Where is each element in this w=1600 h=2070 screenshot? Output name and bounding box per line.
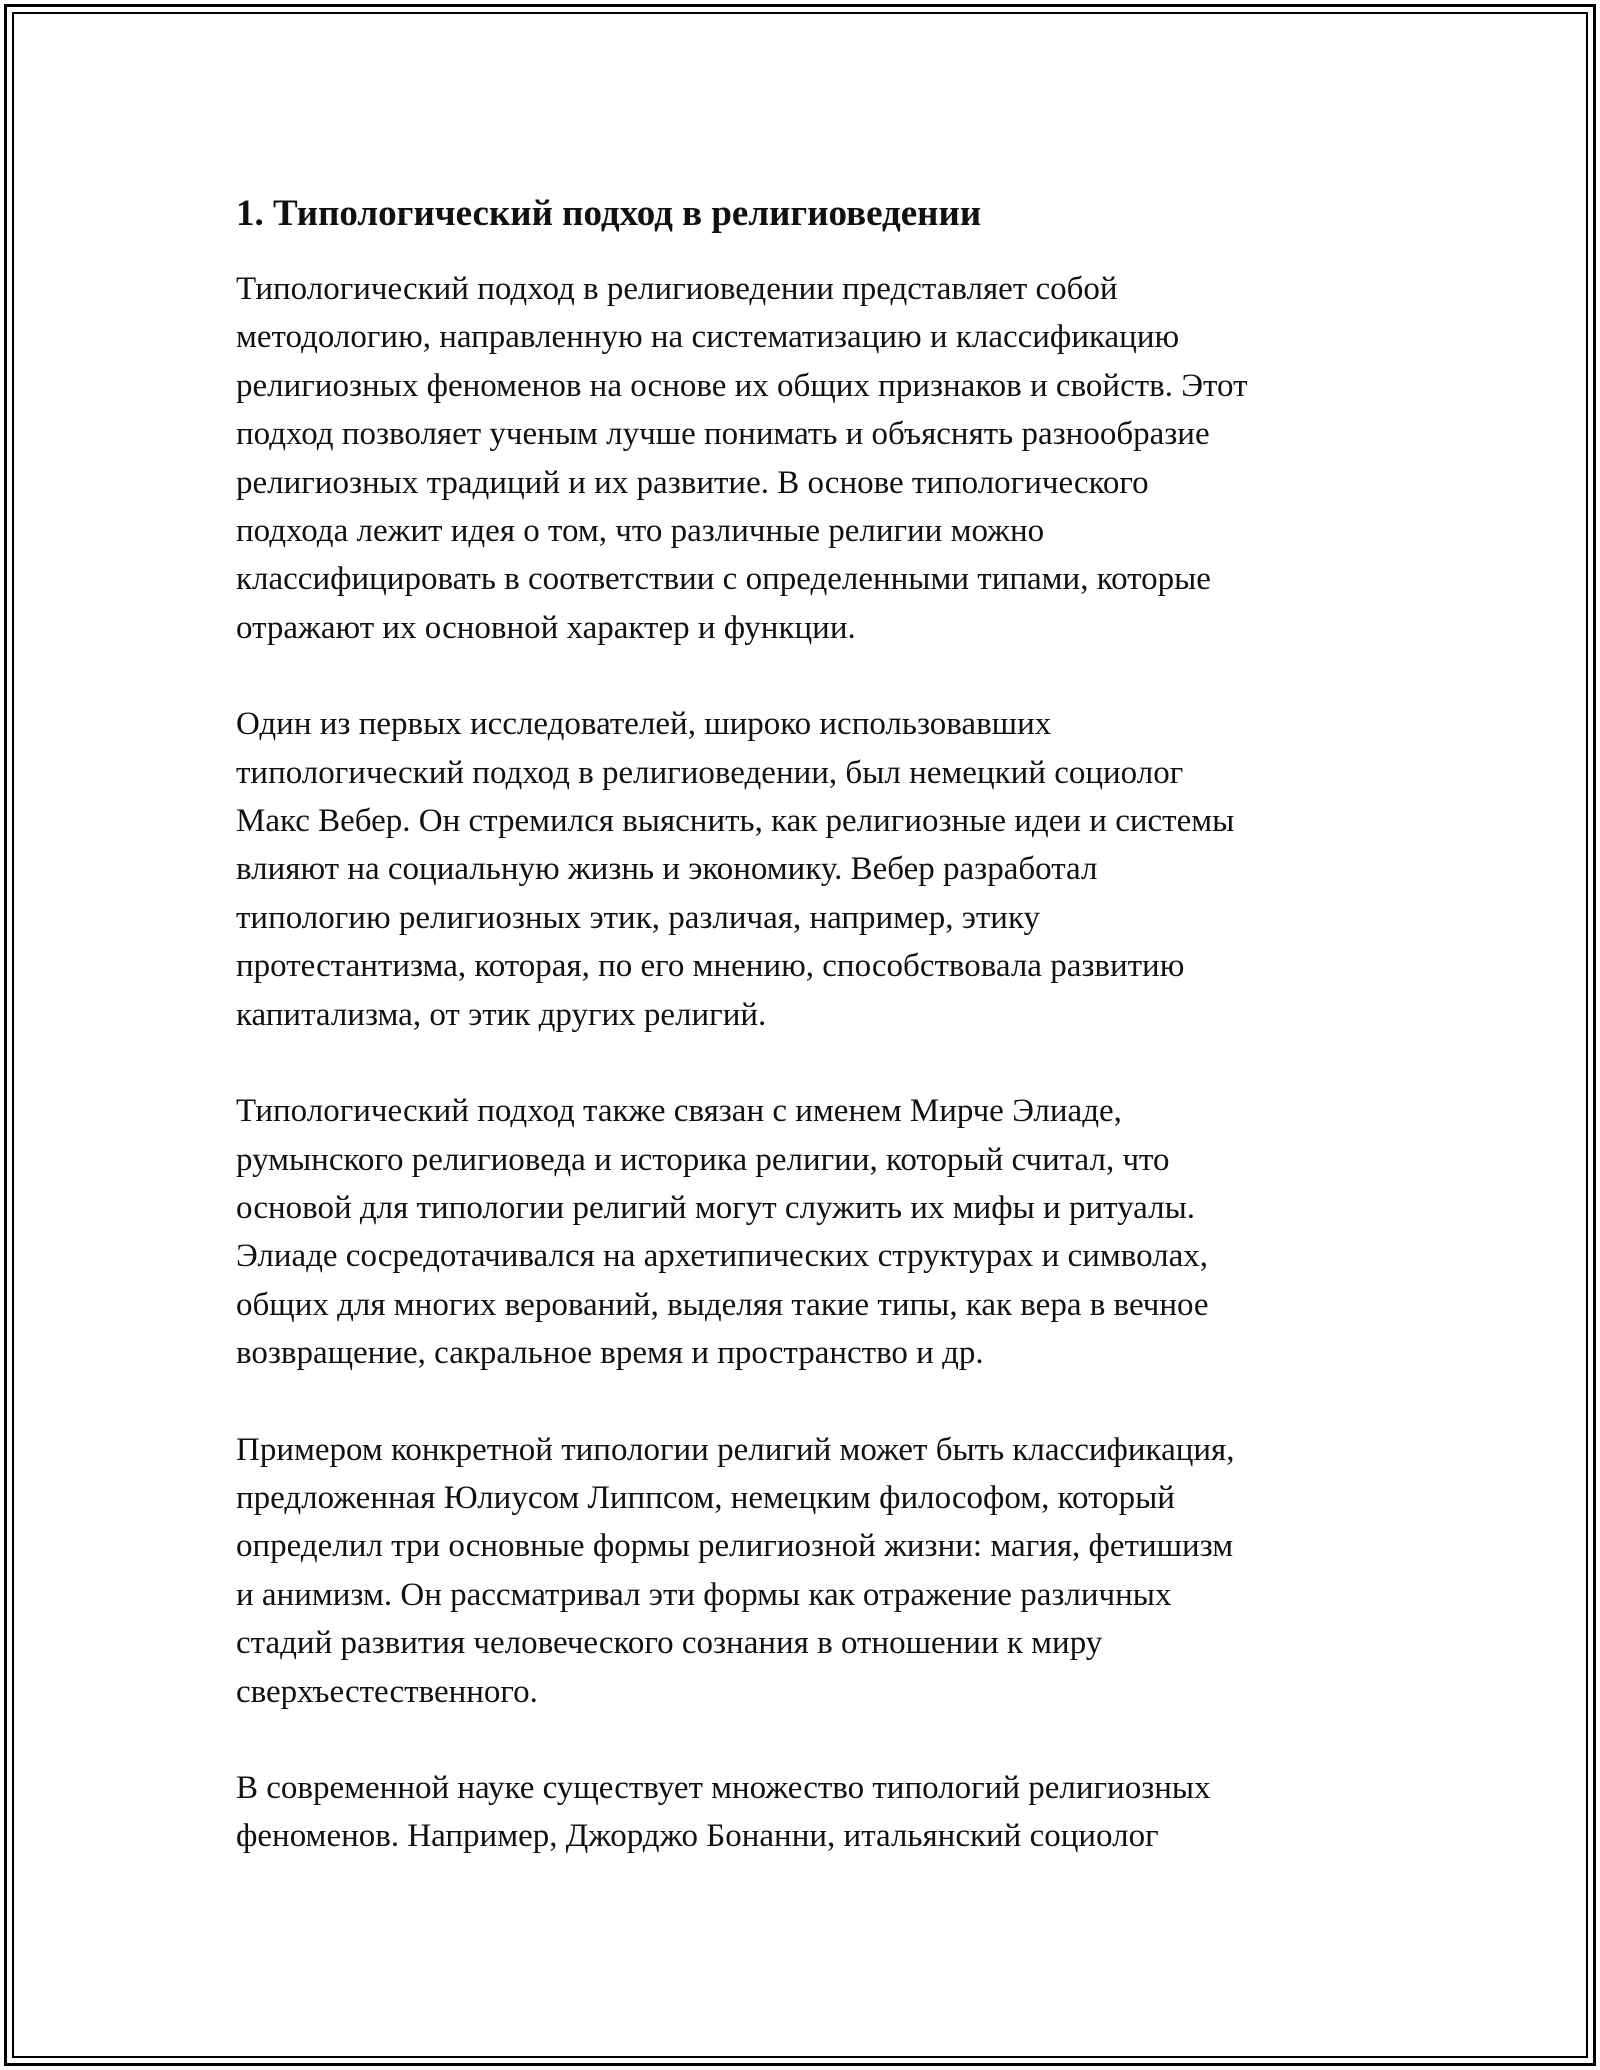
paragraph-4 <box>236 1426 1386 1716</box>
text-line: отражают их основной характер и функции. <box>236 609 856 646</box>
paragraph-5 <box>236 1764 1386 1861</box>
text-line: сверхъестественного. <box>236 1673 538 1710</box>
text-line: типологию религиозных этик, различая, например, этику <box>236 899 1041 936</box>
text-line: определил три основные формы религиозной жизни: магия, фетишизм <box>236 1528 1234 1565</box>
text-line: Примером конкретной типологии религий может быть классификация, <box>236 1431 1235 1468</box>
text-line: основой для типологии религий могут служить их мифы и ритуалы. <box>236 1189 1195 1226</box>
text-line: методологию, направленную на систематизацию и классификацию <box>236 319 1180 356</box>
text-line: Один из первых исследователей, широко использовавших <box>236 706 1052 743</box>
text-line: румынского религиоведа и историка религии, который считал, что <box>236 1141 1170 1178</box>
paragraph-3 <box>236 1087 1386 1377</box>
text-line: В современной науке существует множество типологий религиозных <box>236 1769 1211 1806</box>
text-line: и анимизм. Он рассматривал эти формы как отражение различных <box>236 1576 1172 1613</box>
text-line: Типологический подход в религиоведении представляет собой <box>236 271 1118 307</box>
text-line: общих для многих верований, выделяя такие типы, как вера в вечное <box>236 1286 1209 1323</box>
text-line: религиозных феноменов на основе их общих признаков и свойств. Этот <box>236 367 1248 404</box>
text-line: возвращение, сакральное время и пространство и др. <box>236 1335 984 1372</box>
text-line: феноменов. Например, Джорджо Бонанни, итальянский социолог <box>236 1818 1159 1855</box>
text-line: Типологический подход также связан с именем Мирче Элиаде, <box>236 1093 1122 1130</box>
paragraph-2 <box>236 700 1386 1039</box>
text-line: религиозных традиций и их развитие. В основе типологического <box>236 464 1149 501</box>
text-line: Макс Вебер. Он стремился выяснить, как религиозные идеи и системы <box>236 803 1235 840</box>
paragraph-1 <box>236 265 1386 652</box>
document-body <box>236 186 1386 1909</box>
text-line: подход позволяет ученым лучше понимать и объяснять разнообразие <box>236 416 1210 453</box>
section-heading: 1. Типологический подход в религиоведении <box>236 193 982 234</box>
text-line: типологический подход в религиоведении, был немецкий социолог <box>236 754 1184 791</box>
text-line: Элиаде сосредотачивался на архетипических структурах и символах, <box>236 1238 1209 1275</box>
text-line: стадий развития человеческого сознания в отношении к миру <box>236 1625 1103 1662</box>
text-line: капитализма, от этик других религий. <box>236 996 767 1033</box>
text-line: классифицировать в соответствии с определенными типами, которые <box>236 561 1211 598</box>
text-line: предложенная Юлиусом Липпсом, немецким философом, который <box>236 1479 1175 1516</box>
text-line: подхода лежит идея о том, что различные религии можно <box>236 513 1045 550</box>
text-line: протестантизма, которая, по его мнению, способствовала развитию <box>236 948 1185 985</box>
text-line: влияют на социальную жизнь и экономику. Вебер разработал <box>236 851 1098 888</box>
